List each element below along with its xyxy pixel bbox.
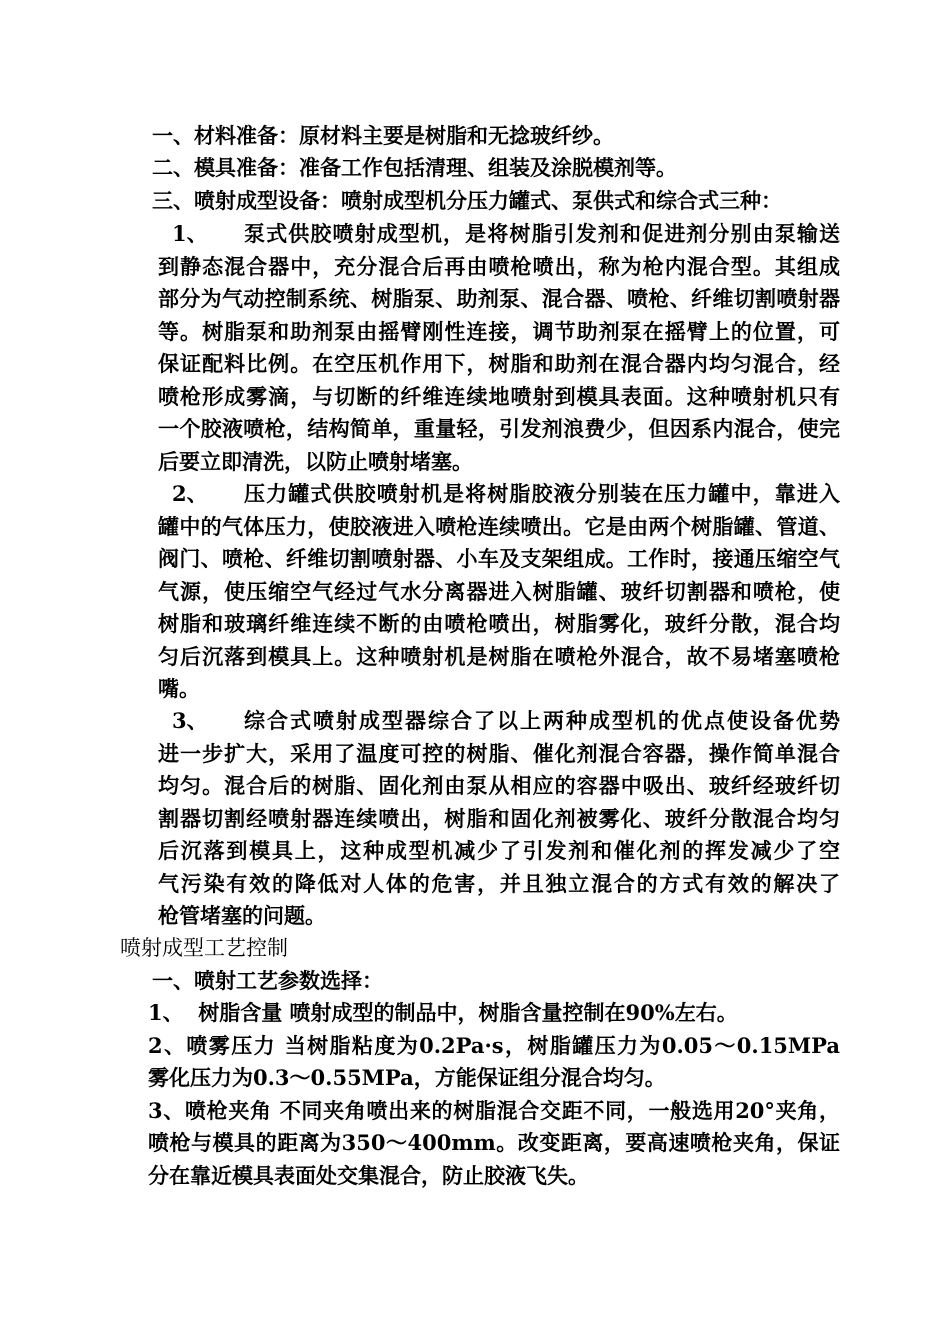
paragraph-text-line: 后沉落到模具上，这种成型机减少了引发剂和催化剂的挥发减少了空 [158, 838, 840, 863]
param-gun-angle: 3、喷枪夹角 不同夹角喷出来的树脂混合交距不同，一般选用20°夹角， [148, 1098, 840, 1123]
subsection-title: 一、喷射工艺参数选择： [152, 968, 383, 993]
paragraph-text-line: 树脂和玻璃纤维连续不断的由喷枪喷出，树脂雾化，玻纤分散，混合均 [158, 611, 840, 636]
paragraph-text-line: 等。树脂泵和助剂泵由摇臂刚性连接，调节助剂泵在摇臂上的位置，可 [158, 319, 840, 344]
param-resin-content: 1、 树脂含量 喷射成型的制品中，树脂含量控制在90%左右。 [148, 1000, 738, 1025]
paragraph-text-line: 保证配料比例。在空压机作用下，树脂和助剂在混合器内均匀混合，经 [158, 351, 840, 376]
item-number-2: 2、 [172, 481, 208, 506]
paragraph-text-line: 阀门、喷枪、纤维切割喷射器、小车及支架组成。工作时，接通压缩空气 [158, 546, 840, 571]
section-materials: 一、材料准备：原材料主要是树脂和无捻玻纤纱。 [152, 123, 614, 148]
paragraph-text-line: 均匀。混合后的树脂、固化剂由泵从相应的容器中吸出、玻纤经玻纤切 [158, 773, 840, 798]
section-molds: 二、模具准备：准备工作包括清理、组装及涂脱模剂等。 [152, 155, 677, 180]
paragraph-text-line: 罐中的气体压力，使胶液进入喷枪连续喷出。它是由两个树脂罐、管道、 [158, 514, 840, 539]
paragraph-text-line: 进一步扩大，采用了温度可控的树脂、催化剂混合容器，操作简单混合 [158, 741, 840, 766]
paragraph-text-line: 一个胶液喷枪，结构简单，重量轻，引发剂浪费少，但因系内混合，使完 [158, 416, 840, 441]
paragraph-text-line: 嘴。 [158, 676, 200, 701]
param-spray-pressure-cont: 雾化压力为0.3～0.55MPa，方能保证组分混合均匀。 [148, 1065, 666, 1090]
section-equipment: 三、喷射成型设备：喷射成型机分压力罐式、泵供式和综合式三种： [152, 188, 782, 213]
paragraph-text-line: 后要立即清洗，以防止喷射堵塞。 [158, 449, 473, 474]
paragraph-text-line: 气污染有效的降低对人体的危害，并且独立混合的方式有效的解决了 [158, 871, 840, 896]
paragraph-text-line: 综合式喷射成型器综合了以上两种成型机的优点使设备优势 [244, 708, 840, 733]
paragraph-text-line: 压力罐式供胶喷射机是将树脂胶液分别装在压力罐中，靠进入 [244, 481, 840, 506]
paragraph-text-line: 割器切割经喷射器连续喷出，树脂和固化剂被雾化、玻纤分散混合均匀 [158, 806, 840, 831]
param-gun-angle-cont: 分在靠近模具表面处交集混合，防止胶液飞失。 [148, 1163, 589, 1188]
param-gun-angle-cont: 喷枪与模具的距离为350～400mm。改变距离，要高速喷枪夹角，保证 [148, 1130, 840, 1155]
param-spray-pressure: 2、喷雾压力 当树脂粘度为0.2Pa·s，树脂罐压力为0.05～0.15MPa [148, 1033, 840, 1058]
paragraph-text-line: 泵式供胶喷射成型机，是将树脂引发剂和促进剂分别由泵输送 [244, 221, 840, 246]
item-number-3: 3、 [172, 708, 208, 733]
paragraph-text-line: 枪管堵塞的问题。 [158, 903, 326, 928]
paragraph-text-line: 匀后沉落到模具上。这种喷射机是树脂在喷枪外混合，故不易堵塞喷枪 [158, 644, 840, 669]
item-number-1: 1、 [172, 221, 208, 246]
paragraph-text-line: 到静态混合器中，充分混合后再由喷枪喷出，称为枪内混合型。其组成 [158, 254, 840, 279]
section-heading: 喷射成型工艺控制 [120, 936, 288, 960]
paragraph-text-line: 部分为气动控制系统、树脂泵、助剂泵、混合器、喷枪、纤维切割喷射器 [158, 286, 840, 311]
paragraph-text-line: 气源，使压缩空气经过气水分离器进入树脂罐、玻纤切割器和喷枪，使 [158, 579, 840, 604]
paragraph-text-line: 喷枪形成雾滴，与切断的纤维连续地喷射到模具表面。这种喷射机只有 [158, 384, 840, 409]
